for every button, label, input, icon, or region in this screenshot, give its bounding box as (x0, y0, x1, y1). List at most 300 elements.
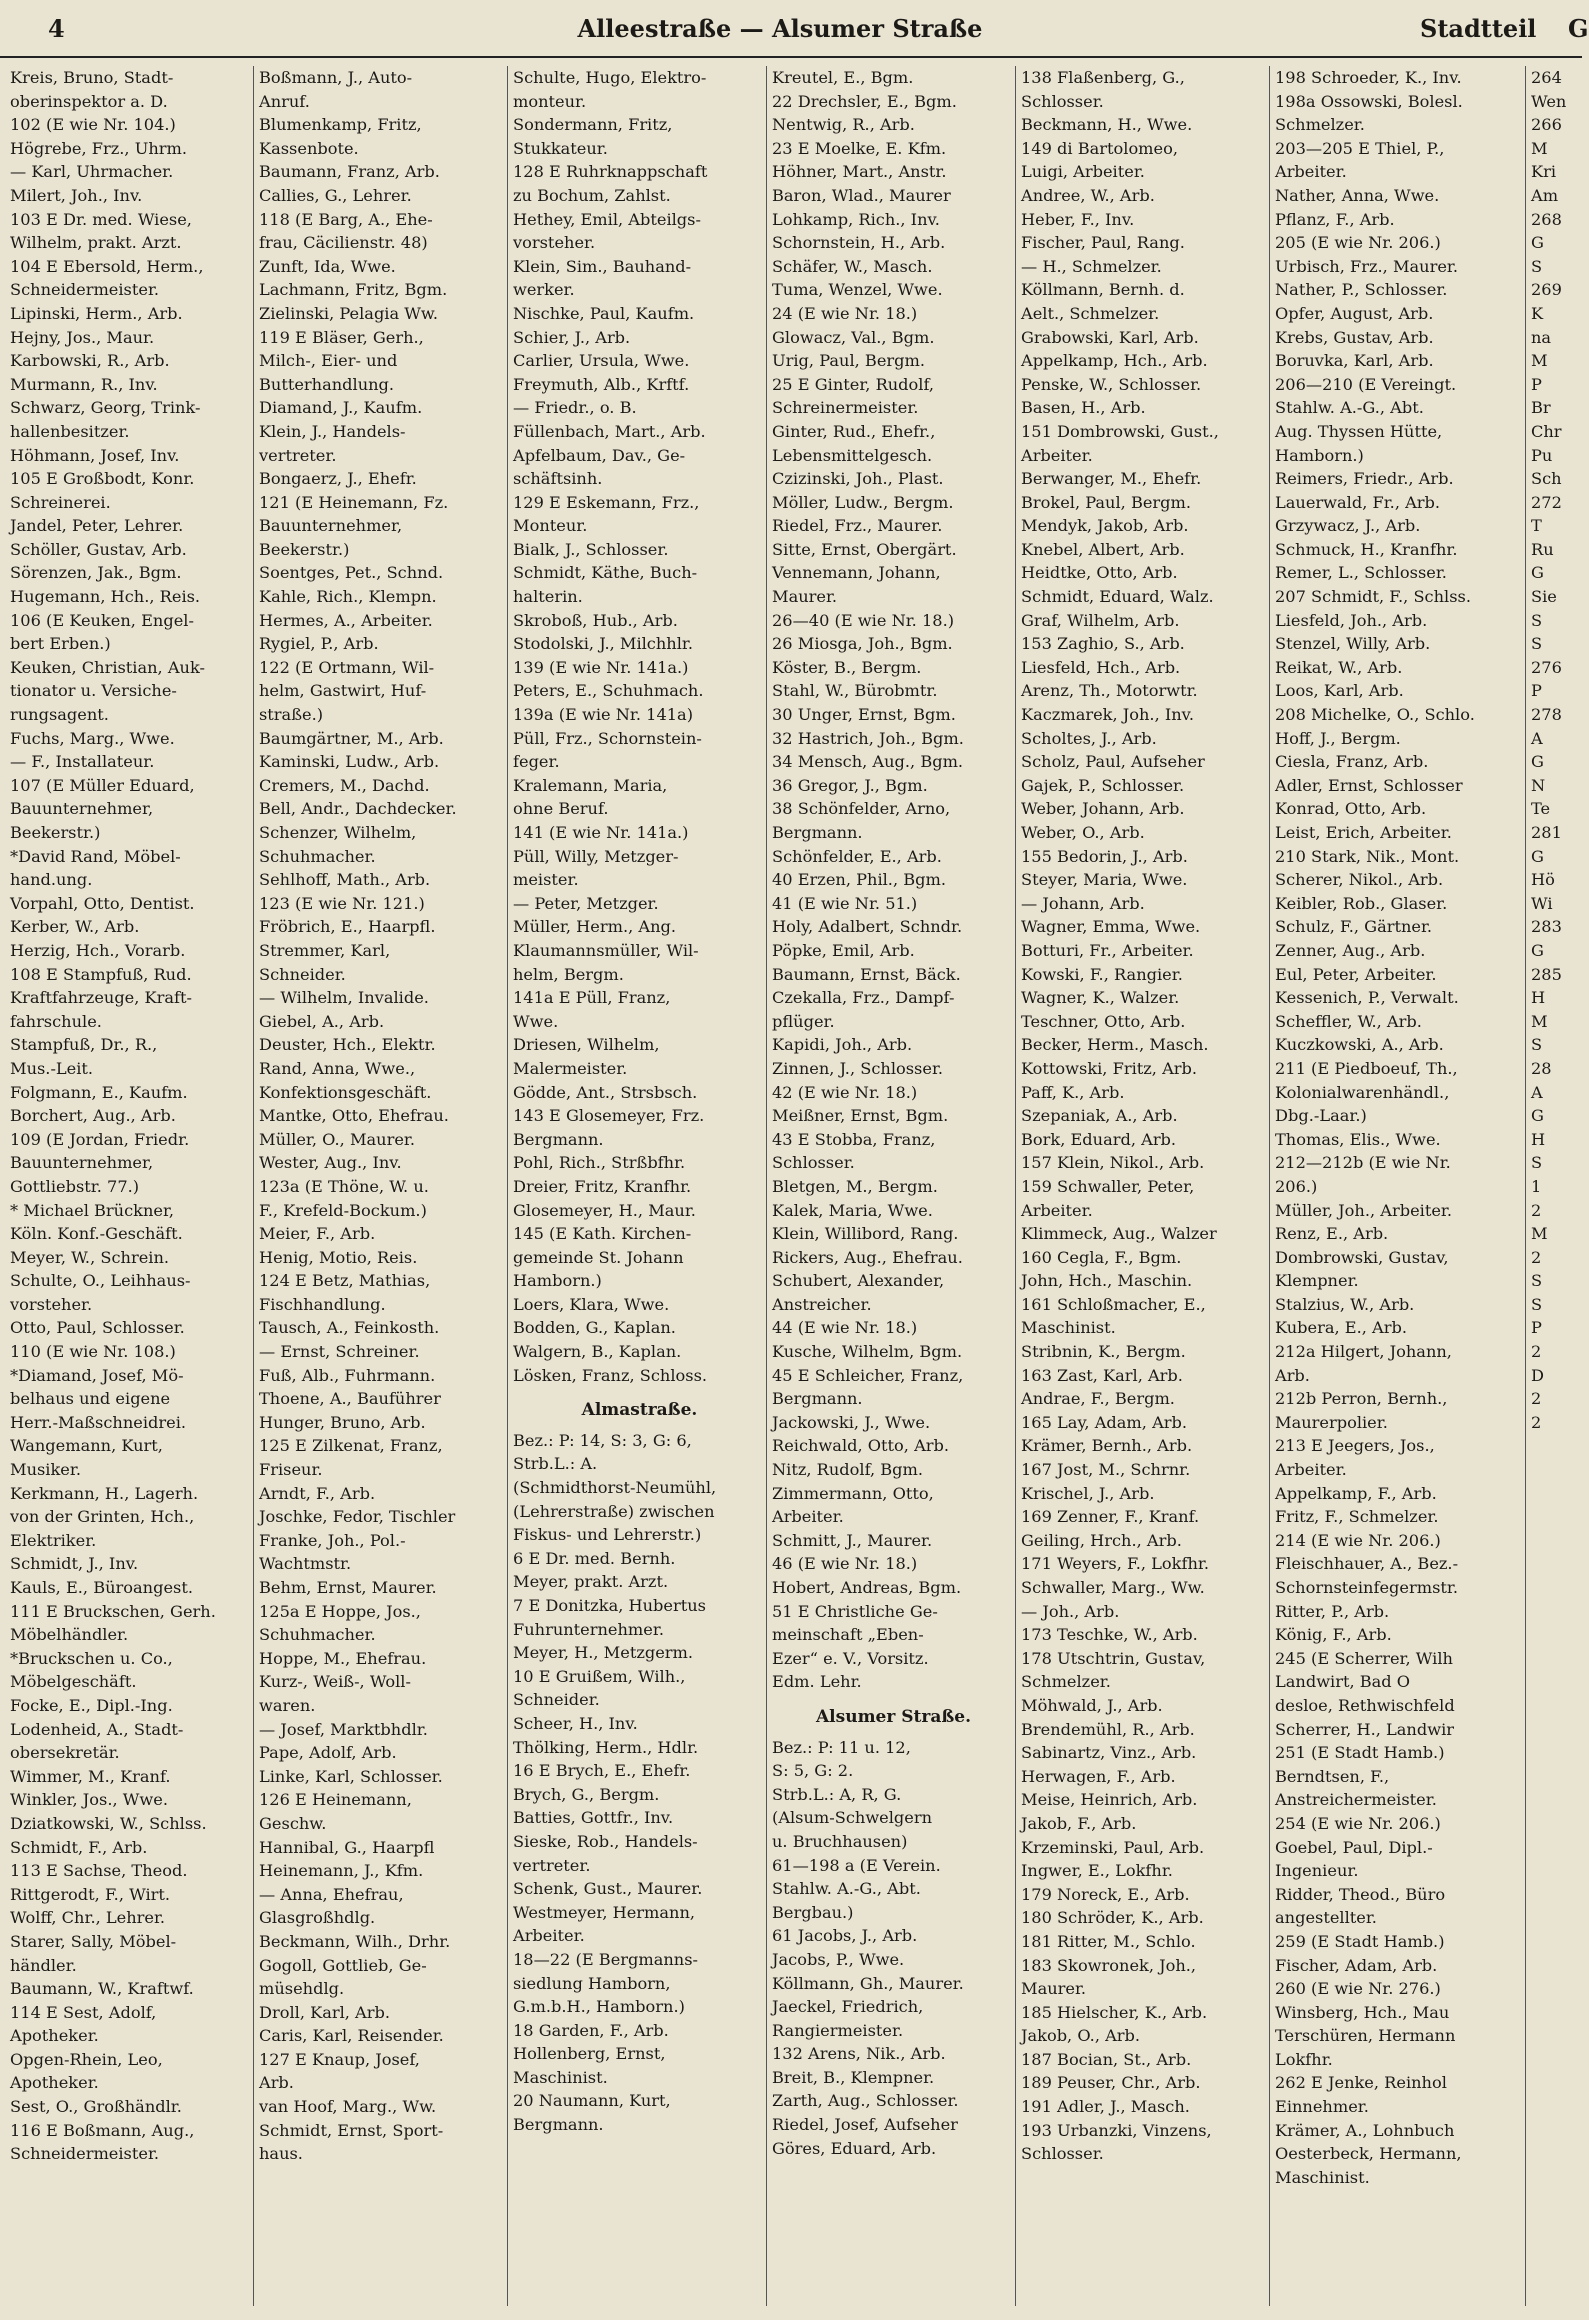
directory-entry: Püll, Frz., Schornstein- (513, 728, 702, 748)
directory-entry: Herr.-Maßschneidrei. (10, 1412, 187, 1432)
directory-entry: Högrebe, Frz., Uhrm. (10, 138, 188, 158)
directory-entry: 20 Naumann, Kurt, (513, 2091, 671, 2111)
directory-entry: Ezer“ e. V., Vorsitz. (772, 1648, 929, 1668)
directory-entry: Dombrowski, Gustav, (1275, 1247, 1449, 1267)
directory-entry: 26—40 (E wie Nr. 18.) (772, 610, 955, 630)
directory-entry: 153 Zaghio, S., Arb. (1021, 634, 1185, 654)
directory-entry: K (1531, 303, 1544, 323)
directory-entry: Penske, W., Schlosser. (1021, 374, 1202, 394)
directory-entry: 183 Skowronek, Joh., (1021, 1955, 1197, 1975)
directory-entry: Hobert, Andreas, Bgm. (772, 1578, 962, 1597)
directory-entry: Batties, Gottfr., Inv. (513, 1808, 674, 1828)
directory-entry: 43 E Stobba, Franz, (772, 1129, 936, 1149)
directory-entry: Bergmann. (772, 823, 863, 842)
directory-entry: Zimmermann, Otto, (772, 1483, 934, 1503)
directory-entry: Schulte, Hugo, Elektro- (513, 68, 707, 87)
directory-entry: 2 (1531, 1342, 1542, 1362)
directory-entry: Driesen, Wilhelm, (513, 1035, 660, 1055)
directory-entry: Diamand, J., Kaufm. (259, 398, 423, 418)
directory-entry: Sieske, Rob., Handels- (513, 1831, 698, 1851)
directory-entry: G (1531, 1106, 1544, 1126)
directory-entry: Geschw. (259, 1813, 327, 1833)
directory-entry: 145 (E Kath. Kirchen- (513, 1224, 692, 1244)
directory-entry: Kubera, E., Arb. (1275, 1318, 1407, 1338)
directory-entry: Ciesla, Franz, Arb. (1275, 752, 1429, 772)
directory-entry: Fischhandlung. (259, 1294, 386, 1314)
directory-entry: Jaeckel, Friedrich, (772, 1997, 924, 2017)
directory-entry: S: 5, G: 2. (772, 1761, 854, 1781)
directory-entry: Zarth, Aug., Schlosser. (772, 2091, 959, 2111)
street-heading: Almastraße. (581, 1400, 698, 1421)
directory-entry: Kassenbote. (259, 138, 359, 158)
directory-entry: Remer, L., Schlosser. (1275, 563, 1447, 583)
directory-entry: Krämer, Bernh., Arb. (1021, 1436, 1193, 1456)
directory-entry: Schwaller, Marg., Ww. (1021, 1578, 1205, 1597)
directory-entry: 269 (1531, 280, 1562, 300)
directory-entry: Schlosser. (772, 1153, 855, 1173)
directory-entry: Heber, F., Inv. (1021, 209, 1135, 229)
directory-entry: Brych, G., Bergm. (513, 1784, 660, 1804)
directory-entry: Möbelhändler. (10, 1625, 129, 1645)
directory-entry: Krebs, Gustav, Arb. (1275, 327, 1434, 347)
directory-entry: Kalek, Maria, Wwe. (772, 1200, 933, 1220)
directory-entry: A (1531, 1082, 1543, 1102)
directory-entry: — F., Installateur. (10, 752, 155, 772)
directory-entry: — Johann, Arb. (1021, 893, 1145, 913)
district-label: Stadtteil (1420, 14, 1537, 43)
directory-entry: Schreinermeister. (772, 398, 919, 418)
directory-entry: 167 Jost, M., Schrnr. (1021, 1460, 1191, 1480)
directory-entry: Schulz, F., Gärtner. (1275, 917, 1433, 937)
directory-entry: Müller, O., Maurer. (259, 1129, 416, 1149)
directory-entry: Wimmer, M., Kranf. (10, 1766, 171, 1786)
directory-entry: ohne Beruf. (513, 799, 609, 819)
directory-entry: 214 (E wie Nr. 206.) (1275, 1530, 1441, 1550)
directory-entry: Klempner. (1275, 1271, 1359, 1291)
directory-entry: Giebel, A., Arb. (259, 1011, 385, 1031)
directory-entry: Bergmann. (772, 1389, 863, 1409)
directory-entry: Schwarz, Georg, Trink- (10, 398, 201, 418)
directory-entry: Lohkamp, Rich., Inv. (772, 209, 940, 229)
directory-entry: Hermes, A., Arbeiter. (259, 610, 433, 630)
directory-entry: Appelkamp, Hch., Arb. (1021, 351, 1208, 371)
directory-entry: Lokfhr. (1275, 2049, 1333, 2069)
directory-entry: Krämer, A., Lohnbuch (1275, 2120, 1455, 2140)
directory-entry: König, F., Arb. (1275, 1625, 1392, 1645)
directory-entry: Peters, E., Schuhmach. (513, 681, 704, 701)
directory-entry: 25 E Ginter, Rudolf, (772, 374, 935, 394)
directory-entry: Sörenzen, Jak., Bgm. (10, 563, 182, 583)
directory-entry: 44 (E wie Nr. 18.) (772, 1318, 918, 1338)
directory-entry: 213 E Jeegers, Jos., (1275, 1436, 1435, 1456)
edge-letter: G (1568, 14, 1589, 43)
directory-entry: Thomas, Elis., Wwe. (1275, 1129, 1441, 1149)
directory-entry: 281 (1531, 823, 1562, 842)
directory-entry: Geiling, Hrch., Arb. (1021, 1530, 1182, 1550)
directory-entry: 61 Jacobs, J., Arb. (772, 1926, 918, 1946)
directory-entry: Blumenkamp, Fritz, (259, 115, 422, 135)
directory-entry: S (1531, 634, 1543, 654)
directory-entry: 118 (E Barg, A., Ehe- (259, 209, 433, 229)
directory-entry: 126 E Heinemann, (259, 1790, 412, 1810)
directory-entry: Freymuth, Alb., Krftf. (513, 374, 690, 394)
directory-entry: Stukkateur. (513, 138, 608, 158)
directory-entry: 245 (E Scherrer, Wilh (1275, 1648, 1453, 1668)
directory-entry: Möller, Ludw., Bergm. (772, 492, 954, 512)
directory-entry: Maschinist. (513, 2067, 608, 2087)
directory-entry: 151 Dombrowski, Gust., (1021, 421, 1219, 441)
directory-entry: M (1531, 1011, 1548, 1031)
directory-entry: 211 (E Piedboeuf, Th., (1275, 1058, 1458, 1078)
directory-entry: Klein, J., Handels- (259, 421, 406, 441)
directory-entry: M (1531, 1224, 1548, 1244)
directory-entry: Köllmann, Gh., Maurer. (772, 1973, 964, 1993)
directory-entry: Hamborn.) (513, 1271, 602, 1291)
directory-entry: Kolonialwarenhändl., (1275, 1082, 1450, 1102)
directory-entry: Bodden, G., Kaplan. (513, 1318, 676, 1338)
directory-entry: *Diamand, Josef, Mö- (10, 1365, 184, 1385)
directory-entry: Maurer. (772, 587, 838, 607)
directory-entry: Behm, Ernst, Maurer. (259, 1578, 437, 1597)
directory-entry: 41 (E wie Nr. 51.) (772, 893, 918, 913)
directory-entry: Focke, E., Dipl.-Ing. (10, 1695, 173, 1715)
directory-entry: 171 Weyers, F., Lokfhr. (1021, 1554, 1209, 1574)
directory-entry: 1 (1531, 1176, 1542, 1196)
directory-entry: Schmelzer. (1275, 115, 1365, 135)
directory-entry: Strb.L.: A, R, G. (772, 1784, 902, 1804)
directory-entry: Czekalla, Frz., Dampf- (772, 988, 955, 1008)
directory-entry: Botturi, Fr., Arbeiter. (1021, 940, 1194, 960)
directory-entry: 6 E Dr. med. Bernh. (513, 1548, 676, 1568)
directory-entry: 7 E Donitzka, Hubertus (513, 1596, 706, 1615)
directory-entry: 193 Urbanzki, Vinzens, (1021, 2120, 1212, 2140)
directory-entry: Baumann, W., Kraftwf. (10, 1979, 194, 1999)
directory-entry: Liesfeld, Hch., Arb. (1021, 657, 1181, 677)
directory-entry: Einnehmer. (1275, 2097, 1369, 2117)
directory-entry: Jakob, O., Arb. (1021, 2026, 1141, 2046)
directory-entry: Schönfelder, E., Arb. (772, 846, 942, 866)
directory-entry: Chr (1531, 421, 1562, 441)
directory-entry: Urbisch, Frz., Maurer. (1275, 256, 1459, 276)
directory-entry: Konfektionsgeschäft. (259, 1082, 432, 1102)
directory-entry: Bauunternehmer, (10, 799, 154, 819)
directory-entry: Kaczmarek, Joh., Inv. (1021, 705, 1195, 725)
directory-entry: 178 Utschtrin, Gustav, (1021, 1648, 1206, 1668)
directory-entry: G (1531, 233, 1544, 253)
directory-entry: Wachtmstr. (259, 1554, 352, 1574)
directory-entry: hand.ung. (10, 870, 93, 890)
directory-entry: — Peter, Metzger. (513, 893, 659, 913)
directory-entry: 212—212b (E wie Nr. (1275, 1153, 1451, 1173)
directory-entry: Caris, Karl, Reisender. (259, 2026, 444, 2046)
directory-entry: Weber, Johann, Arb. (1021, 799, 1185, 819)
column-3 (511, 66, 767, 2306)
directory-entry: Paff, K., Arb. (1021, 1082, 1125, 1102)
directory-entry: Thoene, A., Bauführer (259, 1389, 441, 1409)
directory-entry: haus. (259, 2144, 303, 2164)
directory-entry: Bez.: P: 11 u. 12, (772, 1737, 911, 1757)
directory-entry: Sitte, Ernst, Obergärt. (772, 539, 957, 559)
directory-entry: Scheer, H., Inv. (513, 1713, 638, 1733)
directory-entry: Cremers, M., Dachd. (259, 775, 430, 795)
directory-entry: Apotheker. (10, 2026, 99, 2046)
directory-entry: händler. (10, 1955, 77, 1975)
directory-entry: Gödde, Ant., Strsbsch. (513, 1082, 698, 1102)
column-6 (1273, 66, 1526, 2306)
directory-entry: Tuma, Wenzel, Wwe. (772, 280, 943, 300)
directory-entry: Stampfuß, Dr., R., (10, 1035, 158, 1055)
directory-entry: 114 E Sest, Adolf, (10, 2002, 157, 2022)
directory-entry: N (1531, 775, 1546, 795)
directory-entry: Keibler, Rob., Glaser. (1275, 893, 1448, 913)
directory-entry: Meyer, prakt. Arzt. (513, 1572, 669, 1592)
directory-entry: Scholz, Paul, Aufseher (1021, 752, 1205, 772)
directory-entry: 251 (E Stadt Hamb.) (1275, 1743, 1445, 1763)
directory-entry: Bongaerz, J., Ehefr. (259, 469, 417, 489)
directory-entry: *Bruckschen u. Co., (10, 1648, 173, 1668)
directory-entry: Skroboß, Hub., Arb. (513, 610, 678, 630)
directory-entry: Stenzel, Willy, Arb. (1275, 634, 1431, 654)
directory-entry: T (1531, 516, 1542, 536)
directory-entry: Sabinartz, Vinz., Arb. (1021, 1743, 1197, 1763)
directory-entry: Murmann, R., Inv. (10, 374, 158, 394)
directory-entry: Leist, Erich, Arbeiter. (1275, 823, 1452, 842)
directory-entry: Ingwer, E., Lokfhr. (1021, 1861, 1173, 1881)
directory-entry: Hollenberg, Ernst, (513, 2044, 666, 2064)
directory-entry: Terschüren, Hermann (1275, 2026, 1456, 2046)
directory-entry: Stahl, W., Bürobmtr. (772, 681, 938, 701)
directory-entry: Bergmann. (513, 1129, 604, 1149)
directory-entry: (Lehrerstraße) zwischen (513, 1501, 715, 1521)
directory-entry: vorsteher. (513, 233, 596, 253)
directory-entry: Bletgen, M., Bergm. (772, 1176, 938, 1196)
directory-entry: Meißner, Ernst, Bgm. (772, 1106, 949, 1126)
directory-entry: angestellter. (1275, 1908, 1377, 1928)
directory-entry: Kuczkowski, A., Arb. (1275, 1035, 1444, 1055)
directory-entry: Graf, Wilhelm, Arb. (1021, 610, 1180, 630)
directory-entry: 24 (E wie Nr. 18.) (772, 303, 918, 323)
directory-entry: 143 E Glosemeyer, Frz. (513, 1106, 705, 1126)
directory-entry: hallenbesitzer. (10, 421, 130, 441)
directory-entry: Klaumannsmüller, Wil- (513, 940, 699, 960)
directory-entry: Pohl, Rich., Strßbfhr. (513, 1153, 686, 1173)
directory-entry: Reichwald, Otto, Arb. (772, 1436, 950, 1456)
directory-entry: Schmitt, J., Maurer. (772, 1530, 933, 1550)
directory-entry: Ginter, Rud., Ehefr., (772, 421, 936, 441)
directory-entry: Sehlhoff, Math., Arb. (259, 870, 431, 890)
directory-entry: 185 Hielscher, K., Arb. (1021, 2002, 1208, 2022)
directory-entry: Höhner, Mart., Anstr. (772, 162, 947, 182)
directory-entry: Ridder, Theod., Büro (1275, 1884, 1446, 1904)
directory-entry: G (1531, 563, 1544, 583)
directory-entry: 129 E Eskemann, Frz., (513, 492, 700, 512)
directory-entry: 122 (E Ortmann, Wil- (259, 657, 435, 677)
directory-entry: 163 Zast, Karl, Arb. (1021, 1365, 1183, 1385)
directory-entry: Appelkamp, F., Arb. (1275, 1483, 1437, 1503)
directory-entry: A (1531, 728, 1543, 748)
directory-entry: 272 (1531, 492, 1562, 512)
directory-entry: — Friedr., o. B. (513, 398, 637, 418)
directory-entry: Karbowski, R., Arb. (10, 351, 170, 371)
directory-entry: Bergbau.) (772, 1902, 854, 1922)
directory-entry: Höhmann, Josef, Inv. (10, 445, 180, 465)
directory-entry: waren. (259, 1695, 316, 1715)
directory-entry: 30 Unger, Ernst, Bgm. (772, 705, 956, 725)
directory-entry: Droll, Karl, Arb. (259, 2002, 390, 2022)
directory-entry: Schenk, Gust., Maurer. (513, 1879, 703, 1899)
directory-entry: 38 Schönfelder, Arno, (772, 799, 951, 819)
directory-entry: Möbelgeschäft. (10, 1672, 137, 1692)
directory-entry: Boruvka, Karl, Arb. (1275, 351, 1434, 371)
directory-entry: Gogoll, Gottlieb, Ge- (259, 1955, 427, 1975)
page-header (0, 0, 1589, 58)
column-1 (8, 66, 254, 2306)
directory-entry: Tausch, A., Feinkosth. (259, 1318, 440, 1338)
directory-entry: 259 (E Stadt Hamb.) (1275, 1931, 1445, 1951)
directory-entry: 155 Bedorin, J., Arb. (1021, 846, 1188, 866)
directory-entry: Sondermann, Fritz, (513, 115, 673, 135)
directory-entry: 123a (E Thöne, W. u. (259, 1176, 429, 1196)
directory-entry: Berwanger, M., Ehefr. (1021, 469, 1202, 489)
directory-entry: Füllenbach, Mart., Arb. (513, 421, 706, 441)
directory-entry: 42 (E wie Nr. 18.) (772, 1082, 918, 1102)
directory-entry: 198 Schroeder, K., Inv. (1275, 68, 1462, 87)
directory-entry: 141a E Püll, Franz, (513, 988, 671, 1008)
directory-entry: Baron, Wlad., Maurer (772, 185, 951, 205)
directory-entry: Scheffler, W., Arb. (1275, 1011, 1422, 1031)
directory-entry: Walgern, B., Kaplan. (513, 1342, 682, 1362)
directory-entry: Starer, Sally, Möbel- (10, 1931, 177, 1951)
directory-entry: Winkler, Jos., Wwe. (10, 1790, 168, 1810)
directory-entry: 278 (1531, 705, 1562, 725)
directory-entry: Bialk, J., Schlosser. (513, 539, 669, 559)
directory-entry: Jandel, Peter, Lehrer. (10, 516, 184, 536)
directory-entry: Schuhmacher. (259, 1625, 376, 1645)
directory-entry: Bauunternehmer, (10, 1153, 154, 1173)
directory-entry: Monteur. (513, 516, 588, 536)
directory-entry: G (1531, 940, 1544, 960)
directory-entry: helm, Gastwirt, Huf- (259, 681, 427, 701)
directory-entry: 46 (E wie Nr. 18.) (772, 1554, 918, 1574)
directory-entry: Arbeiter. (772, 1507, 844, 1527)
directory-entry: Wagner, K., Walzer. (1021, 988, 1180, 1008)
directory-entry: Meyer, W., Schrein. (10, 1247, 170, 1267)
directory-entry: Anruf. (259, 91, 310, 111)
directory-entry: S (1531, 1271, 1543, 1291)
directory-entry: H (1531, 988, 1546, 1008)
directory-entry: Kralemann, Maria, (513, 775, 668, 795)
directory-entry: Klein, Willibord, Rang. (772, 1224, 959, 1244)
directory-entry: Dbg.-Laar.) (1275, 1106, 1367, 1126)
directory-entry: Sie (1531, 587, 1557, 607)
directory-entry: Anstreicher. (772, 1294, 872, 1314)
directory-entry: Schneidermeister. (10, 2144, 160, 2164)
directory-entry: monteur. (513, 91, 587, 111)
directory-entry: 2 (1531, 1389, 1542, 1409)
directory-entry: rungsagent. (10, 705, 109, 725)
directory-entry: G (1531, 846, 1544, 866)
directory-entry: 110 (E wie Nr. 108.) (10, 1342, 176, 1362)
directory-entry: Malermeister. (513, 1058, 628, 1078)
directory-entry: *David Rand, Möbel- (10, 846, 181, 866)
directory-entry: Schmelzer. (1021, 1672, 1111, 1692)
directory-entry: Fröbrich, E., Haarpfl. (259, 917, 436, 937)
directory-entry: 149 di Bartolomeo, (1021, 138, 1179, 158)
directory-entry: Schmuck, H., Kranfhr. (1275, 539, 1458, 559)
directory-entry: Jakob, F., Arb. (1021, 1813, 1137, 1833)
directory-entry: pflüger. (772, 1011, 835, 1031)
directory-entry: (Schmidthorst-Neumühl, (513, 1478, 717, 1498)
directory-entry: G.m.b.H., Hamborn.) (513, 1997, 685, 2017)
directory-entry: Mantke, Otto, Ehefrau. (259, 1106, 449, 1126)
directory-entry: Nitz, Rudolf, Bgm. (772, 1460, 924, 1480)
directory-entry: Kusche, Wilhelm, Bgm. (772, 1342, 963, 1362)
directory-entry: 207 Schmidt, F., Schlss. (1275, 587, 1471, 607)
directory-entry: siedlung Hamborn, (513, 1973, 671, 1993)
directory-entry: Wangemann, Kurt, (10, 1436, 163, 1456)
directory-entry: Köllmann, Bernh. d. (1021, 280, 1185, 300)
directory-entry: Bauunternehmer, (259, 516, 403, 536)
directory-entry: Stahlw. A.-G., Abt. (772, 1879, 921, 1899)
directory-entry: meinschaft „Eben- (772, 1625, 924, 1645)
directory-entry: Heidtke, Otto, Arb. (1021, 563, 1178, 583)
directory-entry: Müller, Herm., Ang. (513, 917, 677, 937)
directory-entry: Köln. Konf.-Geschäft. (10, 1224, 183, 1244)
directory-entry: * Michael Brückner, (10, 1200, 175, 1220)
directory-entry: 264 (1531, 68, 1562, 87)
directory-entry: Beekerstr.) (10, 823, 101, 842)
directory-entry: Winsberg, Hch., Mau (1275, 2002, 1450, 2022)
directory-entry: Andree, W., Arb. (1021, 185, 1155, 205)
directory-entry: Kerkmann, H., Lagerh. (10, 1483, 199, 1503)
directory-entry: frau, Cäcilienstr. 48) (259, 233, 428, 253)
directory-entry: 173 Teschke, W., Arb. (1021, 1625, 1198, 1645)
directory-entry: Callies, G., Lehrer. (259, 185, 412, 205)
directory-entry: P (1531, 681, 1542, 701)
directory-entry: Hoff, J., Bergm. (1275, 728, 1401, 748)
directory-entry: Pöpke, Emil, Arb. (772, 940, 915, 960)
directory-entry: Nather, P., Schlosser. (1275, 280, 1448, 300)
directory-entry: Maurer. (1021, 1979, 1087, 1999)
directory-entry: Edm. Lehr. (772, 1672, 862, 1692)
directory-entry: Hunger, Bruno, Arb. (259, 1412, 426, 1432)
directory-entry: Sch (1531, 469, 1562, 489)
directory-entry: Pflanz, F., Arb. (1275, 209, 1395, 229)
directory-entry: Mus.-Leit. (10, 1058, 94, 1078)
directory-entry: Fuhrunternehmer. (513, 1619, 664, 1639)
directory-entry: Schneider. (259, 964, 346, 984)
directory-entry: Glowacz, Val., Bgm. (772, 327, 935, 347)
directory-entry: Linke, Karl, Schlosser. (259, 1766, 443, 1786)
directory-entry: 121 (E Heinemann, Fz. (259, 492, 449, 512)
directory-entry: Dziatkowski, W., Schlss. (10, 1813, 207, 1833)
directory-entry: obersekretär. (10, 1743, 120, 1763)
directory-entry: Jackowski, J., Wwe. (772, 1412, 931, 1432)
directory-entry: 2 (1531, 1247, 1542, 1267)
directory-entry: Hoppe, M., Ehefrau. (259, 1648, 427, 1668)
directory-entry: vertreter. (259, 445, 337, 465)
directory-entry: 28 (1531, 1058, 1552, 1078)
directory-entry: van Hoof, Marg., Ww. (259, 2097, 437, 2117)
directory-entry: tionator u. Versiche- (10, 681, 177, 701)
directory-entry: Fuchs, Marg., Wwe. (10, 728, 175, 748)
directory-entry: Keuken, Christian, Auk- (10, 657, 205, 677)
directory-entry: Borchert, Aug., Arb. (10, 1106, 176, 1126)
directory-entry: Brendemühl, R., Arb. (1021, 1719, 1195, 1739)
directory-entry: 206.) (1275, 1176, 1318, 1196)
directory-entry: helm, Bergm. (513, 964, 624, 984)
directory-entry: Lauerwald, Fr., Arb. (1275, 492, 1441, 512)
